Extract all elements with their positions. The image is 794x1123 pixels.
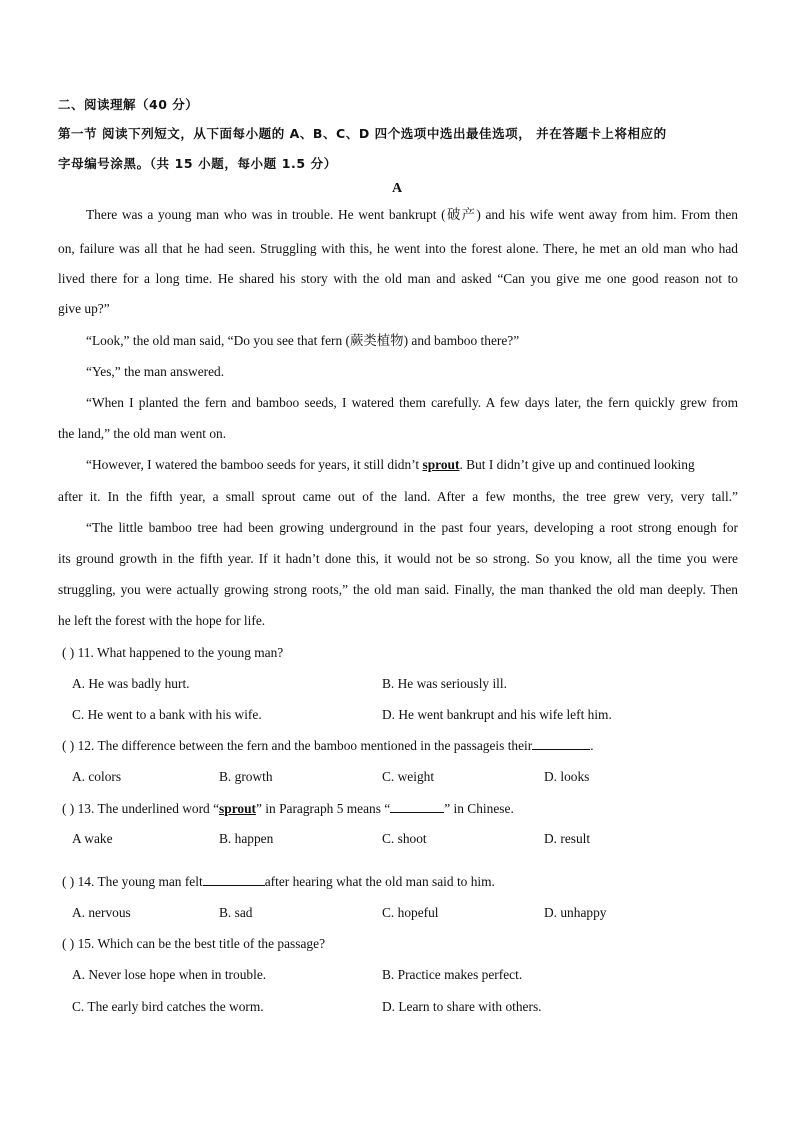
passage-text: . But I didn’t give up and continued looking [459, 457, 695, 472]
passage-line: There was a young man who was in trouble. He went bankrupt (破产) and his wife went away from him. From then [86, 207, 738, 222]
question-text: . [590, 738, 594, 753]
passage-line: “Look,” the old man said, “Do you see that fern (蕨类植物) and bamboo there?” [86, 333, 520, 348]
option-12-b[interactable]: B. growth [219, 769, 273, 784]
question-text: ( ) 13. The underlined word “ [62, 801, 220, 816]
option-11-a[interactable]: A. He was badly hurt. [72, 676, 190, 691]
question-14 [62, 873, 495, 891]
passage-line: on, failure was all that he had seen. Struggling with this, he went into the forest alone. There, he met an old man who had [58, 241, 738, 256]
passage-line [86, 456, 738, 474]
passage-line: its ground growth in the fifth year. If it hadn’t done this, it would not be so strong. So you know, all the time you were [58, 551, 738, 566]
passage-line: struggling, you were actually growing strong roots,” the old man said. Finally, the man thanked the old man deeply. Then [58, 582, 738, 597]
option-12-c[interactable]: C. weight [382, 769, 435, 784]
underlined-word: sprout [422, 457, 460, 472]
passage-line: lived there for a long time. He shared his story with the old man and asked “Can you give me one good reason not to [58, 271, 738, 286]
passage-line: the land,” the old man went on. [58, 426, 227, 441]
option-13-d[interactable]: D. result [544, 831, 591, 846]
option-15-a[interactable]: A. Never lose hope when in trouble. [72, 967, 267, 982]
passage-line: he left the forest with the hope for life. [58, 613, 266, 628]
question-11: ( ) 11. What happened to the young man? [62, 645, 284, 660]
answer-blank [532, 737, 590, 750]
option-15-d[interactable]: D. Learn to share with others. [382, 999, 542, 1014]
question-text: ” in Chinese. [444, 801, 514, 816]
instruction-line-2: 字母编号涂黑。（共 15 小题，每小题 1.5 分） [58, 156, 337, 171]
passage-line: after it. In the fifth year, a small sprout came out of the land. After a few months, the tree grew very, very tall.” [58, 489, 738, 504]
question-text: ” in Paragraph 5 means “ [256, 801, 391, 816]
answer-blank [203, 873, 265, 886]
question-text: after hearing what the old man said to him. [264, 874, 495, 889]
option-15-b[interactable]: B. Practice makes perfect. [382, 967, 523, 982]
question-15: ( ) 15. Which can be the best title of the passage? [62, 936, 326, 951]
option-14-a[interactable]: A. nervous [72, 905, 131, 920]
option-12-d[interactable]: D. looks [544, 769, 590, 784]
passage-text: “However, I watered the bamboo seeds for years, it still didn’t [86, 457, 423, 472]
passage-line: give up?” [58, 301, 110, 316]
option-14-b[interactable]: B. sad [219, 905, 253, 920]
option-11-d[interactable]: D. He went bankrupt and his wife left him. [382, 707, 612, 722]
underlined-word: sprout [219, 801, 257, 816]
passage-line: “The little bamboo tree had been growing underground in the past four years, developing a root strong enough for [86, 520, 738, 535]
question-text: ( ) 12. The difference between the fern and the bamboo mentioned in the passageis their [62, 738, 533, 753]
passage-line: “Yes,” the man answered. [86, 364, 225, 379]
question-13 [62, 800, 514, 818]
section-heading: 二、阅读理解（40 分） [58, 97, 199, 112]
question-text: ( ) 14. The young man felt [62, 874, 203, 889]
option-13-c[interactable]: C. shoot [382, 831, 427, 846]
option-11-b[interactable]: B. He was seriously ill. [382, 676, 507, 691]
option-14-c[interactable]: C. hopeful [382, 905, 439, 920]
passage-line: “When I planted the fern and bamboo seeds, I watered them carefully. A few days later, the fern quickly grew from [86, 395, 738, 410]
option-12-a[interactable]: A. colors [72, 769, 122, 784]
option-13-a[interactable]: A wake [72, 831, 113, 846]
option-13-b[interactable]: B. happen [219, 831, 274, 846]
option-14-d[interactable]: D. unhappy [544, 905, 607, 920]
option-15-c[interactable]: C. The early bird catches the worm. [72, 999, 264, 1014]
instruction-line-1: 第一节 阅读下列短文，从下面每小题的 A、B、C、D 四个选项中选出最佳选项， 并在答题卡上将相应的 [58, 126, 667, 141]
question-12 [62, 737, 594, 755]
passage-label: A [391, 181, 403, 196]
option-11-c[interactable]: C. He went to a bank with his wife. [72, 707, 262, 722]
answer-blank [390, 800, 444, 813]
